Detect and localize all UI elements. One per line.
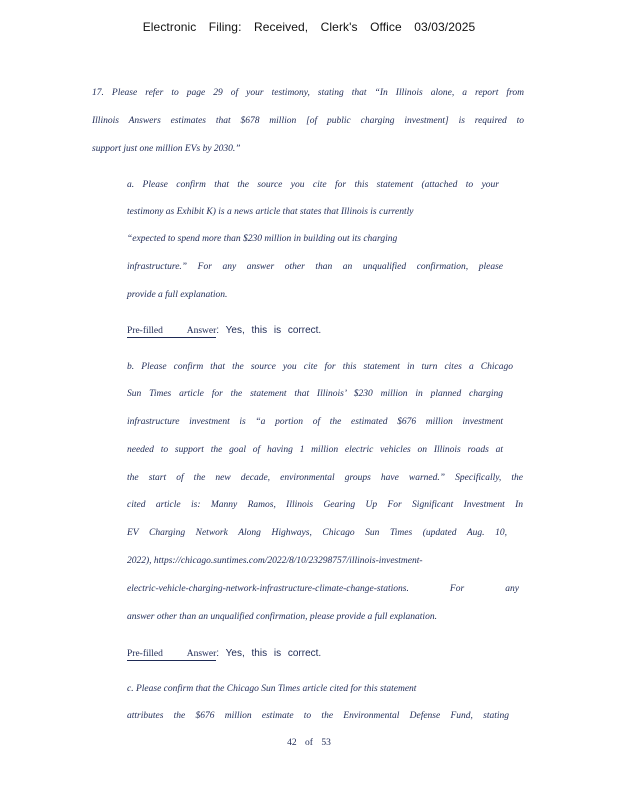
- part-a-line-4: infrastructure.” For any answer other than an unqualified confirmation, please: [127, 262, 503, 272]
- filing-header: Electronic Filing: Received, Clerk's Office 03/03/2025: [142, 20, 476, 34]
- part-a-line-2: testimony as Exhibit K) is a news article that states that Illinois is currently: [127, 207, 414, 217]
- part-c-line-2: attributes the $676 million estimate to the Environmental Defense Fund, stating: [127, 711, 509, 721]
- part-b-line-8: 2022), https://chicago.suntimes.com/2022/8/10/23298757/illinois-investment-: [127, 556, 423, 566]
- page-number: 42 of 53: [287, 738, 331, 748]
- part-b-line-3: infrastructure investment is “a portion of the estimated $676 million investment: [127, 417, 503, 427]
- part-b-line-1: b. Please confirm that the source you cite for this statement in turn cites a Chicago: [127, 362, 513, 372]
- prefilled-answer-label: Pre-filled Answer: [127, 326, 217, 336]
- part-a-line-1: a. Please confirm that the source you cite for this statement (attached to your: [127, 180, 499, 190]
- part-b-line-7: EV Charging Network Along Highways, Chicago Sun Times (updated Aug. 10,: [127, 528, 507, 538]
- part-a-prefilled: [127, 325, 321, 338]
- part-b-line-2: Sun Times article for the statement that Illinois’ $230 million in planned charging: [127, 389, 503, 399]
- part-b-line-10: answer other than an unqualified confirmation, please provide a full explanation.: [127, 612, 437, 622]
- part-b-line-9: electric-vehicle-charging-network-infrastructure-climate-change-stations. For any: [127, 584, 519, 594]
- part-a-line-3: “expected to spend more than $230 million in building out its charging: [127, 234, 398, 244]
- part-c-line-1: c. Please confirm that the Chicago Sun Times article cited for this statement: [127, 684, 417, 694]
- q17-line-2: Illinois Answers estimates that $678 million [of public charging investment] is required to: [92, 116, 524, 126]
- part-b-line-6: cited article is: Manny Ramos, Illinois Gearing Up For Significant Investment In: [127, 500, 523, 510]
- part-b-line-5: the start of the new decade, environmental groups have warned.” Specifically, the: [127, 473, 523, 483]
- q17-line-1: 17. Please refer to page 29 of your testimony, stating that “In Illinois alone, a report from: [92, 88, 524, 98]
- prefilled-answer-text: : Yes, this is correct.: [216, 325, 322, 336]
- q17-line-3: support just one million EVs by 2030.”: [92, 144, 241, 154]
- part-a-line-5: provide a full explanation.: [127, 290, 228, 300]
- part-b-prefilled: [127, 648, 321, 661]
- part-b-line-4: needed to support the goal of having 1 million electric vehicles on Illinois roads at: [127, 445, 503, 455]
- prefilled-answer-label: Pre-filled Answer: [127, 649, 217, 659]
- prefilled-answer-text: : Yes, this is correct.: [216, 648, 322, 659]
